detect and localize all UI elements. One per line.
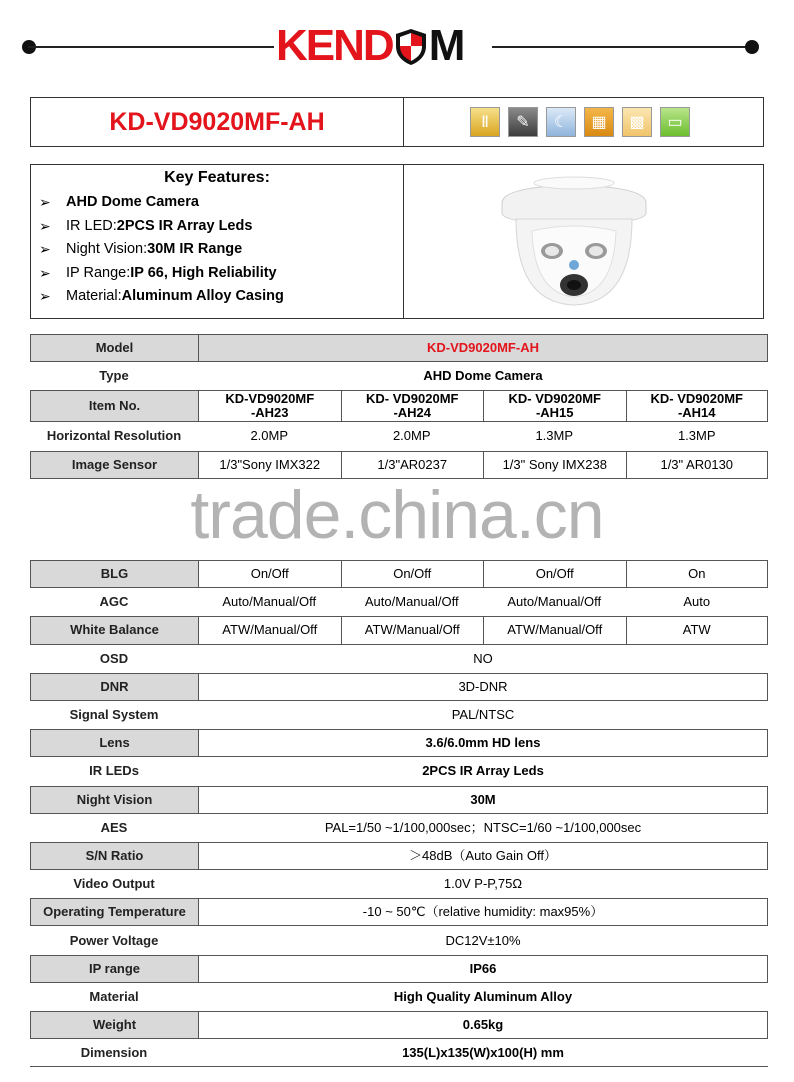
header-dot-right [745, 40, 759, 54]
table-row [30, 616, 768, 644]
spec-label: Power Voltage [69, 932, 159, 948]
spec-label: BLG [30, 560, 198, 588]
satellite-icon: ☾ [546, 107, 576, 137]
spec-value: On/Off [341, 560, 484, 588]
spec-value: ATW/Manual/Off [341, 616, 484, 644]
spec-value: 2.0MP [250, 428, 289, 444]
table-row [30, 898, 768, 926]
spec-label: Signal System [69, 707, 159, 723]
spec-label: White Balance [30, 616, 198, 644]
spec-value: KD-VD9020MF -AH23 [198, 390, 341, 422]
table-row [30, 560, 768, 588]
spec-value: 30M [198, 786, 768, 814]
rgb-icon: ▦ [584, 107, 614, 137]
spec-value: KD- VD9020MF -AH15 [483, 390, 626, 422]
table-row [30, 390, 768, 422]
spec-label: Operating Temperature [30, 898, 198, 926]
feature-item: ➢ IR LED: 2PCS IR Array Leds [39, 215, 403, 239]
table-row [30, 983, 768, 1011]
spec-label: Material [89, 988, 139, 1004]
spec-label: Item No. [30, 390, 198, 422]
table-row [30, 842, 768, 870]
spec-label: Dimension [80, 1044, 148, 1060]
spec-label: IR LEDs [89, 763, 139, 779]
table-row [30, 955, 768, 983]
header-line-right [492, 46, 754, 48]
spec-value: AHD Dome Camera [423, 368, 543, 384]
spec-label: Horizontal Resolution [46, 428, 182, 444]
spec-label: S/N Ratio [30, 842, 198, 870]
spec-value: Auto/Manual/Off [222, 594, 317, 610]
spec-value: DC12V±10% [445, 932, 521, 948]
spec-label: Image Sensor [30, 451, 198, 479]
feature-item: ➢ Material: Aluminum Alloy Casing [39, 285, 403, 309]
feature-icons [404, 98, 763, 146]
spec-value: 135(L)x135(W)x100(H) mm [402, 1044, 564, 1060]
model-header-box [30, 97, 764, 147]
page-header [0, 0, 794, 95]
spec-table-top [30, 334, 768, 479]
spec-label: Weight [30, 1011, 198, 1039]
table-row [30, 870, 768, 898]
spec-value: Auto/Manual/Off [364, 594, 459, 610]
arrow-icon: ➢ [39, 288, 51, 304]
table-row [30, 701, 768, 729]
spec-label: Video Output [73, 876, 155, 892]
arrow-icon: ➢ [39, 264, 51, 281]
spec-value: High Quality Aluminum Alloy [393, 988, 573, 1004]
header-line-left [28, 46, 274, 48]
table-row [30, 757, 768, 785]
feature-item: ➢ AHD Dome Camera [39, 191, 403, 215]
spec-value: 1/3" Sony IMX238 [483, 451, 626, 479]
spec-value: 1/3" AR0130 [626, 451, 769, 479]
grid-icon: ▩ [622, 107, 652, 137]
spec-value: ATW/Manual/Off [483, 616, 626, 644]
spec-label: AGC [99, 594, 129, 610]
table-row [30, 814, 768, 842]
spec-value: 1/3"AR0237 [341, 451, 484, 479]
shield-icon [394, 28, 428, 66]
spec-label: DNR [30, 673, 198, 701]
spec-value: Auto/Manual/Off [507, 594, 602, 610]
spec-value: ＞48dB（Auto Gain Off） [198, 842, 768, 870]
spec-value: NO [473, 650, 493, 666]
spec-value: KD- VD9020MF -AH14 [626, 390, 769, 422]
spec-label: Type [99, 368, 129, 384]
tower-icon: Ⅱ [470, 107, 500, 137]
table-row [30, 362, 768, 390]
spec-value: KD- VD9020MF -AH24 [341, 390, 484, 422]
spec-label: AES [100, 819, 128, 835]
wrench-icon: ✎ [508, 107, 538, 137]
spec-label: OSD [99, 650, 129, 666]
spec-value: On [626, 560, 769, 588]
table-row [30, 926, 768, 954]
table-row [30, 673, 768, 701]
table-row [30, 645, 768, 673]
watermark: trade.china.cn [190, 477, 604, 553]
spec-value: 0.65kg [198, 1011, 768, 1039]
spec-value: 3D-DNR [198, 673, 768, 701]
table-row [30, 334, 768, 362]
spec-value: -10 ~ 50℃（relative humidity: max95%） [198, 898, 768, 926]
spec-value: 1.3MP [677, 428, 716, 444]
spec-value: 3.6/6.0mm HD lens [198, 729, 768, 757]
feature-item: ➢ Night Vision: 30M IR Range [39, 238, 403, 262]
spec-value: On/Off [198, 560, 341, 588]
spec-value: ATW [626, 616, 769, 644]
spec-value: 2PCS IR Array Leds [422, 763, 544, 779]
spec-value: 2.0MP [392, 428, 431, 444]
spec-label: Lens [30, 729, 198, 757]
brand-logo: KEND M [276, 21, 464, 70]
table-row [30, 729, 768, 757]
spec-value: PAL/NTSC [451, 707, 515, 723]
camera-image [404, 165, 763, 318]
spec-table-bottom [30, 560, 768, 1067]
spec-label: IP range [30, 955, 198, 983]
table-row [30, 422, 768, 450]
spec-value: PAL=1/50 ~1/100,000sec；NTSC=1/60 ~1/100,000sec [324, 819, 642, 835]
arrow-icon: ➢ [39, 217, 51, 234]
feature-item: ➢ IP Range: IP 66, High Reliability [39, 262, 403, 286]
key-features-box [30, 164, 764, 319]
table-row [30, 1039, 768, 1067]
arrow-icon: ➢ [39, 241, 51, 257]
monitor-icon: ▭ [660, 107, 690, 137]
table-row [30, 786, 768, 814]
spec-label: Model [30, 334, 198, 362]
spec-value: ATW/Manual/Off [198, 616, 341, 644]
spec-value: Auto [683, 594, 711, 610]
table-row [30, 588, 768, 616]
features-list [31, 165, 404, 318]
table-row [30, 1011, 768, 1039]
spec-value: On/Off [483, 560, 626, 588]
features-title: Key Features: [164, 169, 270, 186]
spec-value: 1.3MP [535, 428, 574, 444]
spec-value: 1/3"Sony IMX322 [198, 451, 341, 479]
spec-value: 1.0V P-P,75Ω [443, 876, 523, 892]
spec-label: Night Vision [30, 786, 198, 814]
model-title: KD-VD9020MF-AH [31, 98, 404, 146]
spec-value: KD-VD9020MF-AH [198, 334, 768, 362]
spec-value: IP66 [198, 955, 768, 983]
arrow-icon: ➢ [39, 194, 51, 210]
